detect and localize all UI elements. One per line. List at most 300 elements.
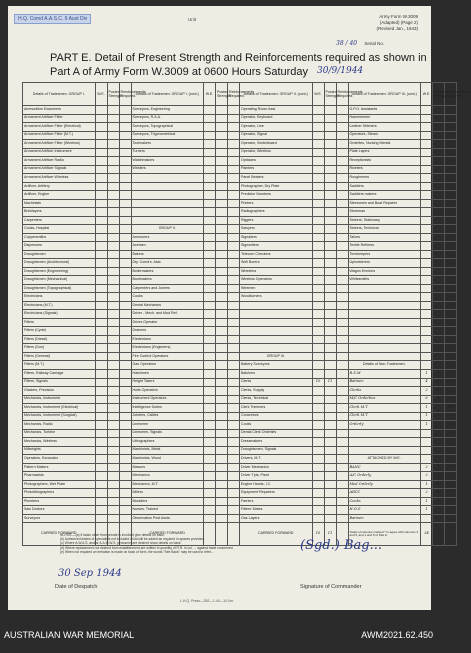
posted-cell: [433, 361, 445, 370]
we-cell: [312, 191, 324, 200]
trade-label: Draughtsmen (Mechanical): [23, 276, 96, 285]
reinf-cell: [119, 276, 131, 285]
reinf-cell: [119, 344, 131, 353]
trade-label: Fitters (Diesel): [23, 335, 96, 344]
footnote: (e) When not required an irrelation is made on back of form, the words "See Back" may be used to refer...: [60, 549, 214, 554]
we-cell: [421, 174, 433, 183]
posted-cell: [216, 446, 228, 455]
trade-label: Fitters' Mates: [240, 506, 313, 515]
trade-label: Plate Layers: [348, 148, 421, 157]
posted-cell: [216, 429, 228, 438]
we-cell: [95, 123, 107, 132]
posted-cell: 3: [433, 378, 445, 387]
trade-label: Orderlies, Nursing Mental: [348, 140, 421, 149]
we-cell: [204, 191, 216, 200]
posted-cell: [107, 148, 119, 157]
posted-cell: [216, 140, 228, 149]
posted-cell: [107, 352, 119, 361]
reinf-cell: [119, 123, 131, 132]
trade-label: Watchmakers: [131, 157, 204, 166]
we-cell: [204, 114, 216, 123]
table-row: [23, 480, 457, 489]
posted-cell: [433, 455, 445, 464]
reinf-cell: [336, 293, 348, 302]
reinf-cell: [336, 123, 348, 132]
reinf-cell: [119, 506, 131, 515]
we-cell: [312, 472, 324, 481]
reinf-cell: 2: [445, 489, 457, 498]
trade-label: Machinists: [23, 199, 96, 208]
we-cell: [421, 131, 433, 140]
reinf-cell: [228, 404, 240, 413]
table-row: [23, 106, 457, 115]
we-cell: [95, 157, 107, 166]
trade-label: Electricians (Engineers): [131, 344, 204, 353]
we-cell: [312, 497, 324, 506]
posted-cell: [216, 455, 228, 464]
posted-cell: [324, 369, 336, 378]
trade-label: Intelligence Duties: [131, 404, 204, 413]
reinf-cell: [445, 276, 457, 285]
we-cell: [312, 250, 324, 259]
table-row: [23, 438, 457, 447]
we-cell: [95, 293, 107, 302]
trade-label: Panel Beaters: [240, 174, 313, 183]
posted-cell: [107, 378, 119, 387]
reinf-cell: [228, 259, 240, 268]
trade-label: Concretors: [240, 412, 313, 421]
reinf-cell: [336, 369, 348, 378]
we-cell: [312, 361, 324, 370]
we-cell: [204, 123, 216, 132]
table-row: [23, 421, 457, 430]
posted-cell: [216, 165, 228, 174]
reinf-cell: [445, 233, 457, 242]
reinf-cell: [445, 123, 457, 132]
we-cell: [204, 463, 216, 472]
posted-cell: [433, 242, 445, 251]
reinf-cell: [119, 378, 131, 387]
table-row: [23, 259, 457, 268]
reinf-cell: [119, 335, 131, 344]
trade-label: BANC: [348, 463, 421, 472]
posted-cell: [107, 208, 119, 217]
posted-cell: [324, 123, 336, 132]
trade-label: [348, 438, 421, 447]
reinf-cell: [119, 131, 131, 140]
table-row: [23, 157, 457, 166]
posted-cell: [433, 233, 445, 242]
posted-cell: [324, 310, 336, 319]
reinf-cell: [119, 233, 131, 242]
reinf-cell: [336, 208, 348, 217]
we-cell: [204, 199, 216, 208]
reinf-cell: [445, 480, 457, 489]
reinf-cell: [228, 327, 240, 336]
reinf-cell: 1: [445, 506, 457, 515]
we-cell: [95, 327, 107, 336]
posted-cell: [216, 276, 228, 285]
trade-label: [348, 335, 421, 344]
we-cell: [95, 131, 107, 140]
we-cell: [95, 106, 107, 115]
trade-label: Artificer, Engine: [23, 191, 96, 200]
posted-cell: [107, 182, 119, 191]
trade-label: Woodturners: [240, 293, 313, 302]
trade-label: [131, 182, 204, 191]
trade-label: Opticians: [240, 157, 313, 166]
posted-cell: [216, 216, 228, 225]
we-cell: [312, 455, 324, 464]
carried-forward-label: CARRIED FORWARD: [131, 523, 204, 546]
carried-forward-we: 10: [312, 523, 324, 546]
totals-posted: 39: [433, 523, 445, 546]
commander-label: Signature of Commander: [300, 584, 362, 590]
form-ref-line: (Adapted) (Page 2): [379, 20, 418, 25]
col-header-we: W.E.: [312, 83, 324, 106]
posted-cell: [216, 489, 228, 498]
we-cell: [312, 131, 324, 140]
table-row: [23, 284, 457, 293]
posted-cell: [107, 131, 119, 140]
trade-label: Clerks, Supply: [240, 387, 313, 396]
posted-cell: [324, 225, 336, 234]
reinf-cell: [228, 429, 240, 438]
posted-cell: [324, 412, 336, 421]
we-cell: [421, 157, 433, 166]
trade-label: Gas Layers: [240, 514, 313, 523]
we-cell: [421, 267, 433, 276]
we-cell: [204, 310, 216, 319]
posted-cell: [216, 506, 228, 515]
posted-cell: 1: [433, 412, 445, 421]
we-cell: [421, 455, 433, 464]
we-cell: [312, 123, 324, 132]
posted-cell: [433, 174, 445, 183]
posted-cell: [107, 225, 119, 234]
reinf-cell: [228, 446, 240, 455]
we-cell: [312, 174, 324, 183]
we-cell: [312, 148, 324, 157]
table-row: [23, 506, 457, 515]
unit-stamp: H.Q. Comd A.A.S.C. 9 Aust Div: [14, 14, 91, 24]
trade-label: Sawyers: [240, 225, 313, 234]
trade-label: Draughtsmen, Signals: [240, 446, 313, 455]
trade-label: Drivers, M.T.: [240, 455, 313, 464]
reinf-cell: [119, 259, 131, 268]
we-cell: [312, 327, 324, 336]
reinf-cell: [445, 310, 457, 319]
posted-cell: [107, 123, 119, 132]
trade-label: Mechanics, M.T.: [131, 480, 204, 489]
reinf-cell: [445, 429, 457, 438]
we-cell: [95, 421, 107, 430]
posted-cell: [433, 208, 445, 217]
we-cell: [204, 301, 216, 310]
posted-cell: [216, 497, 228, 506]
reinf-cell: [228, 438, 240, 447]
reinf-cell: [336, 259, 348, 268]
reinf-cell: [228, 369, 240, 378]
reinf-cell: [445, 267, 457, 276]
table-row: [23, 327, 457, 336]
trade-label: Armament Artificer Radio: [23, 157, 96, 166]
reinf-cell: [445, 446, 457, 455]
reinf-cell: [336, 191, 348, 200]
reinf-cell: [445, 438, 457, 447]
reinf-cell: [228, 378, 240, 387]
reinf-cell: [228, 284, 240, 293]
we-cell: [421, 335, 433, 344]
trade-label: Pattern Makers: [23, 463, 96, 472]
carried-forward-label: CARRIED FORWARD: [23, 523, 96, 546]
posted-cell: [324, 455, 336, 464]
reinf-cell: [228, 310, 240, 319]
trade-label: Batchers: [240, 369, 313, 378]
trade-label: Carpenters: [23, 216, 96, 225]
trade-label: Operator, Line: [240, 123, 313, 132]
posted-cell: [216, 233, 228, 242]
reinf-cell: [336, 106, 348, 115]
posted-cell: [433, 157, 445, 166]
we-cell: [95, 429, 107, 438]
reinf-cell: [119, 412, 131, 421]
we-cell: [312, 242, 324, 251]
reinf-cell: [336, 250, 348, 259]
trade-label: Whitesmiths: [348, 276, 421, 285]
reinf-cell: [119, 404, 131, 413]
posted-cell: [107, 387, 119, 396]
trade-label: Upholsterers: [348, 259, 421, 268]
posted-cell: [433, 106, 445, 115]
we-cell: [204, 174, 216, 183]
col-header-posted: Posted Strength.: [216, 83, 228, 106]
reinf-cell: [119, 369, 131, 378]
table-row: [23, 344, 457, 353]
reinf-cell: [336, 472, 348, 481]
reinf-cell: NR: [445, 404, 457, 413]
carried-forward-label: CARRIED FORWARD: [240, 523, 313, 546]
posted-cell: [433, 267, 445, 276]
we-cell: 1: [421, 506, 433, 515]
we-cell: [95, 395, 107, 404]
we-cell: [312, 233, 324, 242]
posted-cell: [433, 335, 445, 344]
reinf-cell: [228, 421, 240, 430]
trade-label: Dental Clerk Orderlies: [240, 429, 313, 438]
page-title-line1: PART E. Detail of Present Strength and Reinforcements required as shown in: [50, 52, 427, 64]
reinf-cell: [336, 310, 348, 319]
reinf-cell: [445, 250, 457, 259]
we-cell: [204, 318, 216, 327]
reinf-cell: [119, 140, 131, 149]
trade-label: Stokers, Technical: [348, 225, 421, 234]
trade-label: Equipment Repairers: [240, 489, 313, 498]
reinf-cell: [336, 242, 348, 251]
col-header-we: W.E.: [204, 83, 216, 106]
trade-label: Driver - Mech. and Mod Ref.: [131, 310, 204, 319]
posted-cell: [433, 276, 445, 285]
we-cell: [95, 472, 107, 481]
reinf-cell: [336, 514, 348, 523]
we-cell: [421, 327, 433, 336]
posted-cell: [216, 344, 228, 353]
we-cell: [312, 267, 324, 276]
trade-label: [348, 344, 421, 353]
we-cell: [421, 242, 433, 251]
trade-label: [240, 335, 313, 344]
posted-cell: [107, 395, 119, 404]
trade-label: Batmen: [348, 378, 421, 387]
reinf-cell: [228, 157, 240, 166]
reinf-cell: [336, 404, 348, 413]
trade-label: Mechanics, Radio: [23, 421, 96, 430]
trade-label: Armament Artificer Fitter: [23, 114, 96, 123]
reinf-cell: [336, 284, 348, 293]
we-cell: [204, 480, 216, 489]
posted-cell: [216, 378, 228, 387]
trade-label: Draughtsmen (Architectural): [23, 259, 96, 268]
we-cell: [421, 123, 433, 132]
posted-cell: [216, 335, 228, 344]
reinf-cell: [336, 267, 348, 276]
attribution-right: AWM2021.62.450: [361, 630, 433, 640]
table-row: [23, 310, 457, 319]
reinf-cell: [336, 378, 348, 387]
trade-label: R.S.M: [348, 369, 421, 378]
posted-cell: 1: [433, 369, 445, 378]
trade-label: Rougheners: [348, 174, 421, 183]
reinf-cell: [228, 106, 240, 115]
reinf-cell: [336, 412, 348, 421]
posted-cell: [324, 395, 336, 404]
table-row: [23, 114, 457, 123]
we-cell: [421, 361, 433, 370]
trade-label: Machinists, Metal: [131, 446, 204, 455]
trade-label: Nurses, Trained: [131, 506, 204, 515]
we-cell: [204, 148, 216, 157]
posted-cell: [107, 301, 119, 310]
table-row: [23, 293, 457, 302]
col-header-group1: Details of Tradesmen. GROUP I.: [23, 83, 96, 106]
reinf-cell: [445, 208, 457, 217]
reinf-cell: [228, 455, 240, 464]
reinf-cell: [445, 335, 457, 344]
reinf-cell: [445, 140, 457, 149]
we-cell: [204, 514, 216, 523]
posted-cell: [324, 174, 336, 183]
trade-label: Signwriters: [240, 242, 313, 251]
we-cell: [312, 421, 324, 430]
posted-cell: [107, 404, 119, 413]
trade-label: Cooks: [131, 293, 204, 302]
reinf-cell: [119, 182, 131, 191]
trade-label: [348, 352, 421, 361]
posted-cell: [324, 182, 336, 191]
posted-cell: [216, 123, 228, 132]
cell: [445, 523, 457, 546]
trade-label: Armourers: [131, 233, 204, 242]
reinf-cell: [336, 489, 348, 498]
trade-label: [348, 429, 421, 438]
trade-label: Batmen: [348, 514, 421, 523]
we-cell: [312, 369, 324, 378]
we-cell: [421, 165, 433, 174]
we-cell: [95, 480, 107, 489]
trade-label: Med Orderly: [348, 480, 421, 489]
trade-label: Armament Artificer Instrument: [23, 148, 96, 157]
trade-label: Fitters: [23, 318, 96, 327]
reinf-cell: [445, 148, 457, 157]
reinf-cell: [445, 284, 457, 293]
posted-cell: [107, 310, 119, 319]
trade-label: Printers: [240, 199, 313, 208]
col-header-reinf: Reinforcements Required.: [336, 83, 348, 106]
we-cell: [421, 310, 433, 319]
reinf-cell: [336, 395, 348, 404]
posted-cell: [324, 301, 336, 310]
posted-cell: [216, 395, 228, 404]
posted-cell: [433, 421, 445, 430]
reinf-cell: [228, 276, 240, 285]
reinf-cell: [445, 455, 457, 464]
posted-cell: [324, 514, 336, 523]
posted-cell: [433, 327, 445, 336]
posted-cell: [433, 352, 445, 361]
posted-cell: [107, 455, 119, 464]
we-cell: [95, 174, 107, 183]
posted-cell: [324, 480, 336, 489]
trade-label: Millwrights: [23, 446, 96, 455]
we-cell: [312, 114, 324, 123]
posted-cell: [433, 182, 445, 191]
posted-cell: [324, 429, 336, 438]
trade-label: [240, 301, 313, 310]
reinf-cell: [228, 335, 240, 344]
trade-label: Operator, Switchboard: [240, 140, 313, 149]
posted-cell: [216, 361, 228, 370]
trade-label: Height Takers: [131, 378, 204, 387]
posted-cell: [324, 191, 336, 200]
trade-label: Details of Non-Tradesmen.: [348, 361, 421, 370]
trade-label: Fitters (Gun): [23, 344, 96, 353]
posted-cell: [324, 276, 336, 285]
we-cell: [95, 506, 107, 515]
posted-cell: [433, 514, 445, 523]
table-row: [23, 165, 457, 174]
trade-label: Leather Stitchers: [348, 123, 421, 132]
reinf-cell: [119, 310, 131, 319]
posted-cell: [324, 404, 336, 413]
posted-cell: [216, 242, 228, 251]
trade-label: Masons: [131, 463, 204, 472]
posted-cell: [216, 318, 228, 327]
posted-cell: [216, 157, 228, 166]
posted-cell: [324, 199, 336, 208]
posted-cell: [107, 191, 119, 200]
trade-label: Pharmacists: [23, 472, 96, 481]
we-cell: [421, 225, 433, 234]
reinf-cell: [228, 352, 240, 361]
reinf-cell: [119, 463, 131, 472]
we-cell: 10: [312, 378, 324, 387]
trade-label: Engine Hands, I.C.: [240, 480, 313, 489]
posted-cell: [216, 191, 228, 200]
posted-cell: [107, 472, 119, 481]
we-cell: [312, 429, 324, 438]
serial-hand: 38 / 40: [336, 40, 358, 47]
commander-signature: (Sgd.) Bag...: [300, 538, 382, 553]
